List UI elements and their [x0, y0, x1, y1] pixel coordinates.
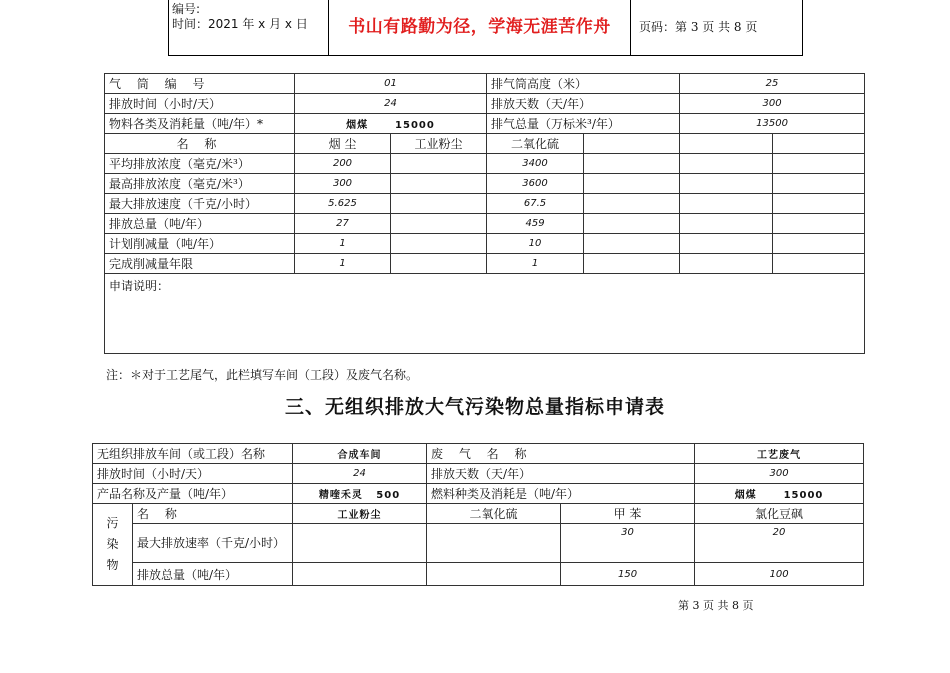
row-cell: [773, 194, 865, 214]
row-cell: [391, 194, 487, 214]
row-cell: 3400: [487, 154, 584, 174]
row-cell: 27: [295, 214, 391, 234]
pollutant-name-label: 名 称: [105, 134, 295, 154]
pollutant-header: 二氧化硫: [427, 504, 561, 524]
material-value: [295, 114, 487, 134]
total-label: 排放总量（吨/年）: [133, 563, 293, 586]
table-note: 注：＊对于工艺尾气，此栏填写车间（工段）及废气名称。: [106, 368, 419, 382]
row-cell: 200: [295, 154, 391, 174]
pollutant-name-label: 名 称: [133, 504, 293, 524]
row-cell: [391, 214, 487, 234]
row-cell: [773, 174, 865, 194]
fuel-name: 烟煤: [734, 490, 757, 501]
table-row: [105, 194, 865, 214]
row-cell: 300: [295, 174, 391, 194]
row-cell: [680, 174, 773, 194]
pollutant-header: 二氧化硫: [487, 134, 584, 154]
table-row: [105, 214, 865, 234]
table-row: [105, 254, 865, 274]
material-name: 烟煤: [346, 120, 369, 131]
product-name: 精喹禾灵: [318, 490, 363, 501]
table-row: [105, 234, 865, 254]
pollutant-header: 氯化豆砜: [695, 504, 864, 524]
row-cell: [391, 174, 487, 194]
remark-label: 申请说明：: [109, 279, 170, 293]
row-cell: [680, 234, 773, 254]
row-cell: [773, 254, 865, 274]
row-cell: 150: [561, 563, 695, 586]
stack-no-label: 气 筒 编 号: [105, 74, 295, 94]
stack-height-label: 排气筒高度（米）: [487, 74, 680, 94]
row-cell: 20: [695, 524, 864, 563]
row-cell: [427, 563, 561, 586]
row-label: 完成削减量年限: [105, 254, 295, 274]
row-cell: [680, 154, 773, 174]
row-cell: [773, 234, 865, 254]
row-label: 最大排放速度（千克/小时）: [105, 194, 295, 214]
table-row: [93, 563, 864, 586]
pollutant-side-label: [93, 504, 133, 586]
page-header: [168, 0, 803, 56]
days-label: 排放天数（天/年）: [427, 464, 695, 484]
material-qty: 15000: [395, 120, 435, 131]
row-cell: 1: [295, 254, 391, 274]
row-cell: [293, 524, 427, 563]
pollutant-header: 工业粉尘: [391, 134, 487, 154]
hours-value: 24: [293, 464, 427, 484]
row-cell: 1: [487, 254, 584, 274]
pollutant-header: [680, 134, 773, 154]
row-cell: [584, 174, 680, 194]
fuel-qty: 15000: [783, 490, 824, 501]
row-cell: [391, 154, 487, 174]
row-cell: [773, 154, 865, 174]
row-cell: 1: [295, 234, 391, 254]
row-cell: 10: [487, 234, 584, 254]
row-cell: [584, 194, 680, 214]
stack-height-value: 25: [680, 74, 865, 94]
gas-name-label: 废 气 名 称: [427, 444, 695, 464]
table-row: [93, 524, 864, 563]
pollutant-header: 工业粉尘: [293, 504, 427, 524]
table-row: [105, 174, 865, 194]
days-value: 300: [680, 94, 865, 114]
pollutant-header: [773, 134, 865, 154]
days-value: 300: [695, 464, 864, 484]
organized-emission-table: [104, 73, 865, 354]
header-meta: [169, 0, 329, 55]
row-cell: 67.5: [487, 194, 584, 214]
row-cell: [293, 563, 427, 586]
fugitive-emission-table: [92, 443, 864, 586]
row-cell: [680, 254, 773, 274]
page-footer: 第 3 页 共 8 页: [678, 599, 754, 612]
hours-label: 排放时间（小时/天）: [105, 94, 295, 114]
row-cell: [391, 234, 487, 254]
hours-value: 24: [295, 94, 487, 114]
pollutant-header: 甲 苯: [561, 504, 695, 524]
product-qty: 500: [376, 490, 401, 501]
gas-name-value: 工艺废气: [695, 444, 864, 464]
row-cell: [584, 214, 680, 234]
days-label: 排放天数（天/年）: [487, 94, 680, 114]
pollutant-header: 烟 尘: [295, 134, 391, 154]
row-label: 平均排放浓度（毫克/米³）: [105, 154, 295, 174]
remark-cell: [105, 274, 865, 354]
row-cell: [427, 524, 561, 563]
row-label: 最高排放浓度（毫克/米³）: [105, 174, 295, 194]
row-cell: 30: [561, 524, 695, 563]
fuel-label: 燃料种类及消耗是（吨/年）: [427, 484, 695, 504]
total-gas-label: 排气总量（万标米³/年）: [487, 114, 680, 134]
section-title: 三、无组织排放大气污染物总量指标申请表: [284, 396, 665, 418]
row-cell: [584, 234, 680, 254]
workshop-label: 无组织排放车间（或工段）名称: [93, 444, 293, 464]
product-label: 产品名称及产量（吨/年）: [93, 484, 293, 504]
workshop-value: 合成车间: [293, 444, 427, 464]
row-cell: [680, 194, 773, 214]
time-label: 时间：2021 年 x 月 x 日: [172, 17, 308, 31]
pollutant-side-text: 污染物: [106, 516, 119, 572]
row-cell: [584, 254, 680, 274]
row-cell: [584, 154, 680, 174]
row-cell: 3600: [487, 174, 584, 194]
product-value: [293, 484, 427, 504]
material-label: 物料各类及消耗量（吨/年）*: [105, 114, 295, 134]
row-cell: 100: [695, 563, 864, 586]
hours-label: 排放时间（小时/天）: [93, 464, 293, 484]
pollutant-header: [584, 134, 680, 154]
row-label: 计划削减量（吨/年）: [105, 234, 295, 254]
row-label: 排放总量（吨/年）: [105, 214, 295, 234]
row-cell: [680, 214, 773, 234]
row-cell: 5.625: [295, 194, 391, 214]
header-page-info: 页码：第 3 页 共 8 页: [639, 20, 758, 34]
row-cell: [391, 254, 487, 274]
total-gas-value: 13500: [680, 114, 865, 134]
fuel-value: [695, 484, 864, 504]
table-row: [105, 154, 865, 174]
header-slogan: 书山有路勤为径，学海无涯苦作舟: [329, 0, 631, 55]
doc-number-label: 编号:: [172, 2, 201, 16]
row-cell: [773, 214, 865, 234]
stack-no-value: 01: [295, 74, 487, 94]
row-cell: 459: [487, 214, 584, 234]
max-rate-label: 最大排放速率（千克/小时）: [133, 524, 293, 563]
